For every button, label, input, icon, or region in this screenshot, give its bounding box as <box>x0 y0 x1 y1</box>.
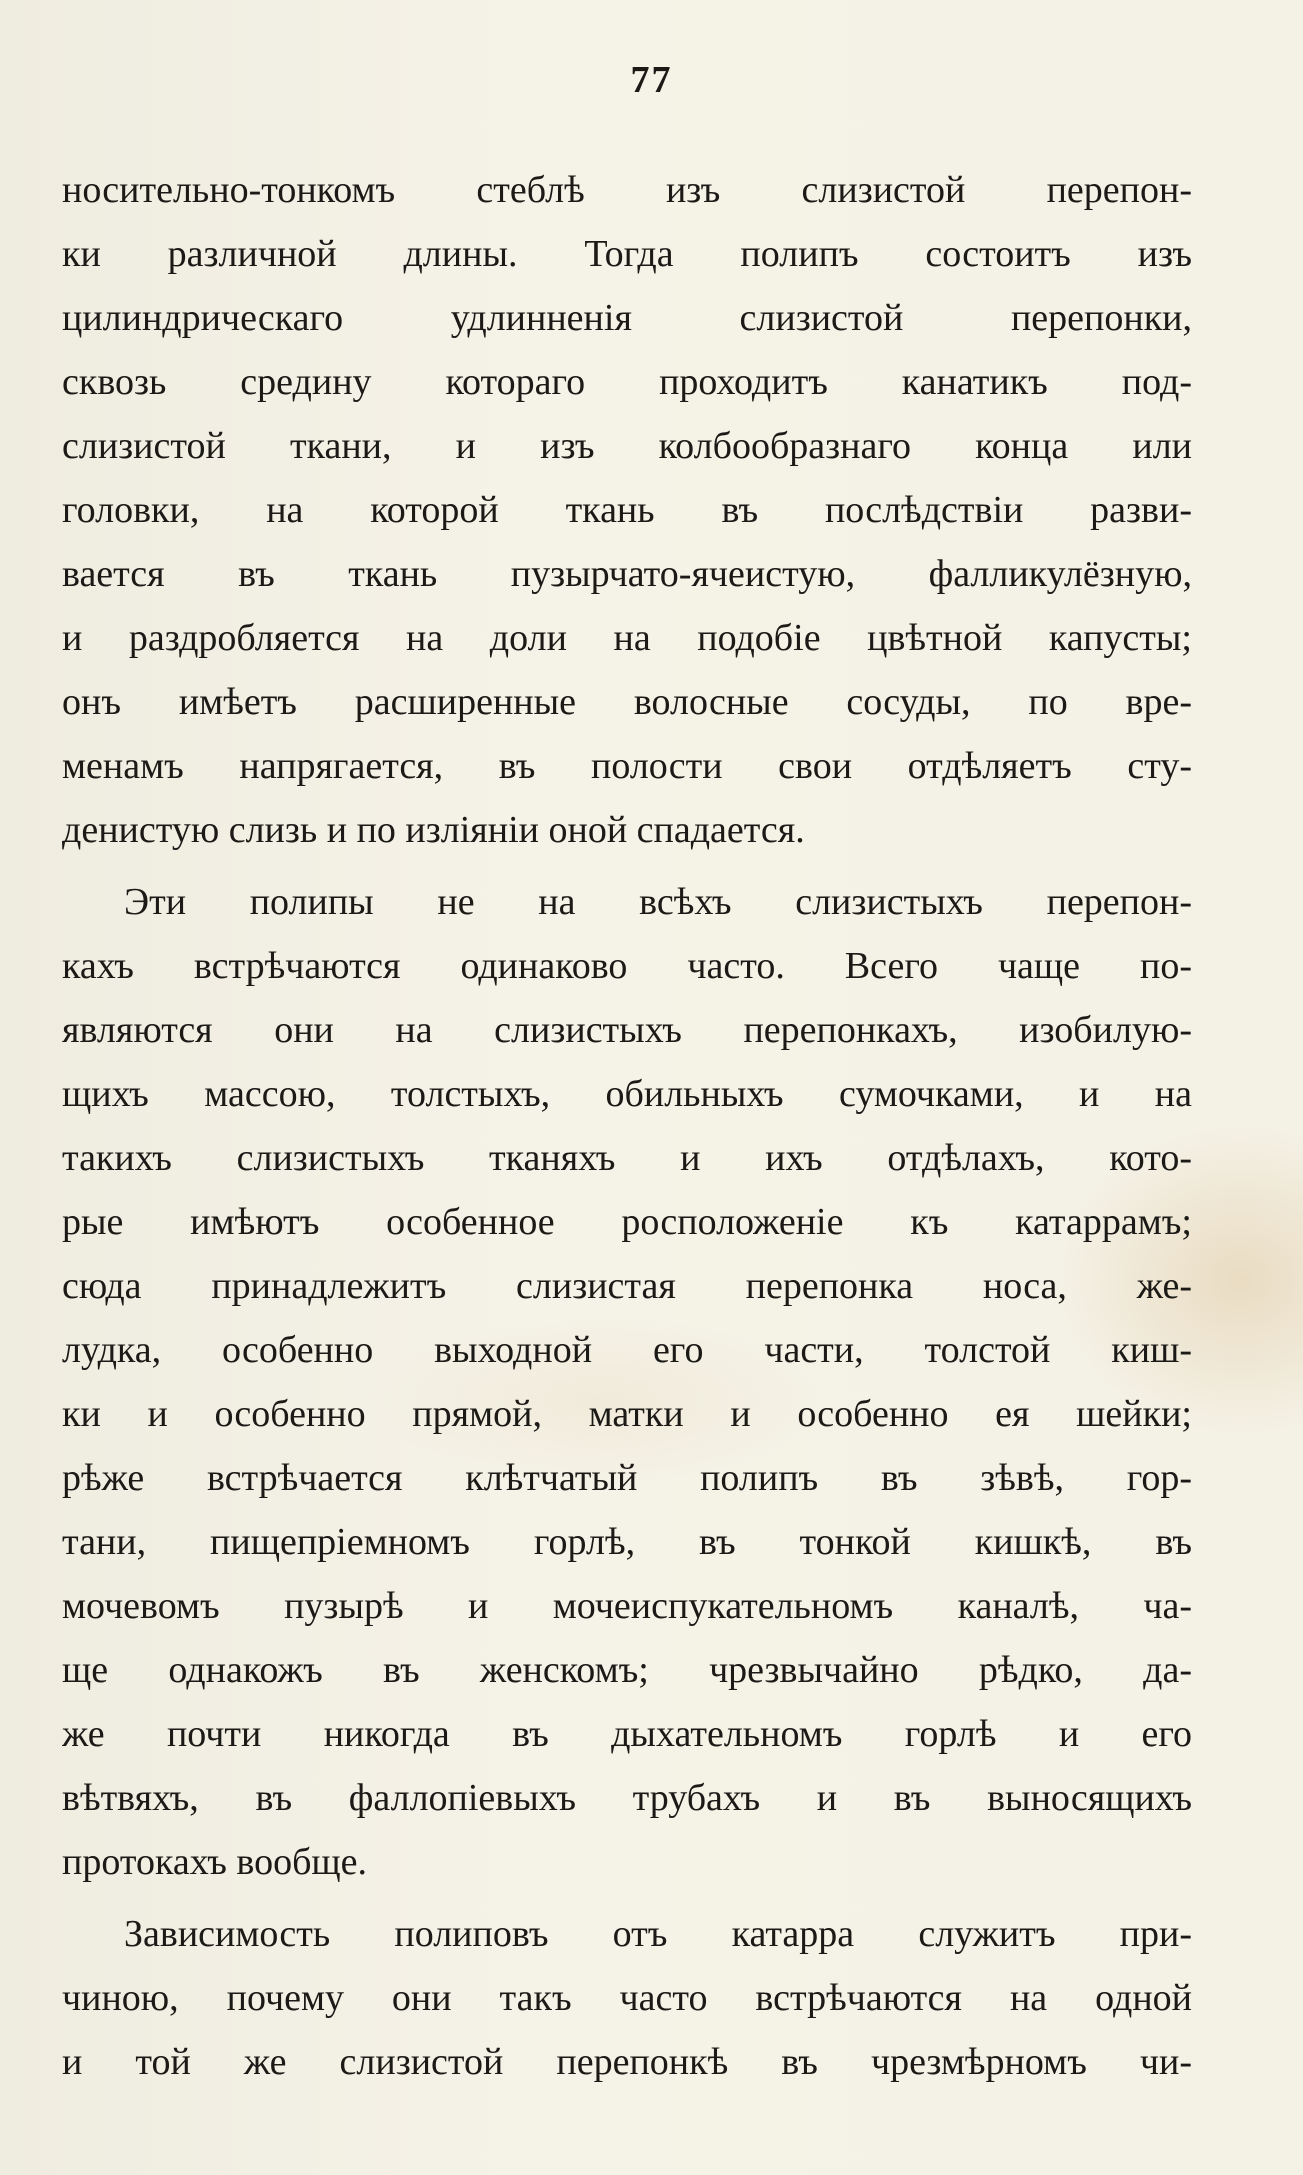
text-line: ще однакожъ въ женскомъ; чрезвычайно рѣдко, да- <box>62 1649 1192 1691</box>
text-line: мочевомъ пузырѣ и мочеиспукательномъ каналѣ, ча- <box>62 1585 1192 1627</box>
text-line: цилиндрическаго удлинненія слизистой перепонки, <box>62 297 1192 339</box>
paragraph-1 <box>62 158 1192 862</box>
text-line: щихъ массою, толстыхъ, обильныхъ сумочками, и на <box>62 1073 1192 1115</box>
text-line: ки и особенно прямой, матки и особенно ея шейки; <box>62 1393 1192 1435</box>
text-line: ки различной длины. Тогда полипъ состоитъ изъ <box>62 233 1192 275</box>
text-line: лудка, особенно выходной его части, толстой киш- <box>62 1329 1192 1371</box>
text-line: слизистой ткани, и изъ колбообразнаго конца или <box>62 425 1192 467</box>
text-line: носительно-тонкомъ стеблѣ изъ слизистой перепон- <box>62 169 1192 211</box>
text-line: и раздробляется на доли на подобіе цвѣтной капусты; <box>62 617 1192 659</box>
text-line: Эти полипы не на всѣхъ слизистыхъ перепон- <box>124 881 1192 923</box>
text-line: онъ имѣетъ расширенные волосные сосуды, по вре- <box>62 681 1192 723</box>
page-number: 77 <box>630 59 673 101</box>
text-line: рые имѣютъ особенное росположеніе къ катаррамъ; <box>62 1201 1192 1243</box>
text-line: рѣже встрѣчается клѣтчатый полипъ въ зѣвѣ, гор- <box>62 1457 1192 1499</box>
text-line: тани, пищепріемномъ горлѣ, въ тонкой кишкѣ, въ <box>62 1521 1192 1563</box>
text-line: чиною, почему они такъ часто встрѣчаются на одной <box>62 1977 1192 2019</box>
text-line: протокахъ вообще. <box>62 1841 368 1883</box>
text-line: денистую слизь и по изліяніи оной спадается. <box>62 809 805 851</box>
text-line: вается въ ткань пузырчато-ячеистую, фалликулёзную, <box>62 553 1192 595</box>
text-line: вѣтвяхъ, въ фаллопіевыхъ трубахъ и въ выносящихъ <box>62 1777 1192 1819</box>
paragraph-2 <box>62 870 1192 1894</box>
paragraph-3 <box>62 1902 1192 2094</box>
body-text <box>62 158 1192 2094</box>
text-line: кахъ встрѣчаются одинаково часто. Всего чаще по- <box>62 945 1192 987</box>
text-line: такихъ слизистыхъ тканяхъ и ихъ отдѣлахъ, кото- <box>62 1137 1192 1179</box>
text-line: Зависимость полиповъ отъ катарра служитъ при- <box>124 1913 1192 1955</box>
text-line: головки, на которой ткань въ послѣдствіи разви- <box>62 489 1192 531</box>
text-line: менамъ напрягается, въ полости свои отдѣляетъ сту- <box>62 745 1192 787</box>
text-line: сюда принадлежитъ слизистая перепонка носа, же- <box>62 1265 1192 1307</box>
text-line: являются они на слизистыхъ перепонкахъ, изобилую- <box>62 1009 1192 1051</box>
text-line: же почти никогда въ дыхательномъ горлѣ и его <box>62 1713 1192 1755</box>
text-line: сквозь средину котораго проходитъ канатикъ под- <box>62 361 1192 403</box>
text-line: и той же слизистой перепонкѣ въ чрезмѣрномъ чи- <box>62 2041 1192 2083</box>
